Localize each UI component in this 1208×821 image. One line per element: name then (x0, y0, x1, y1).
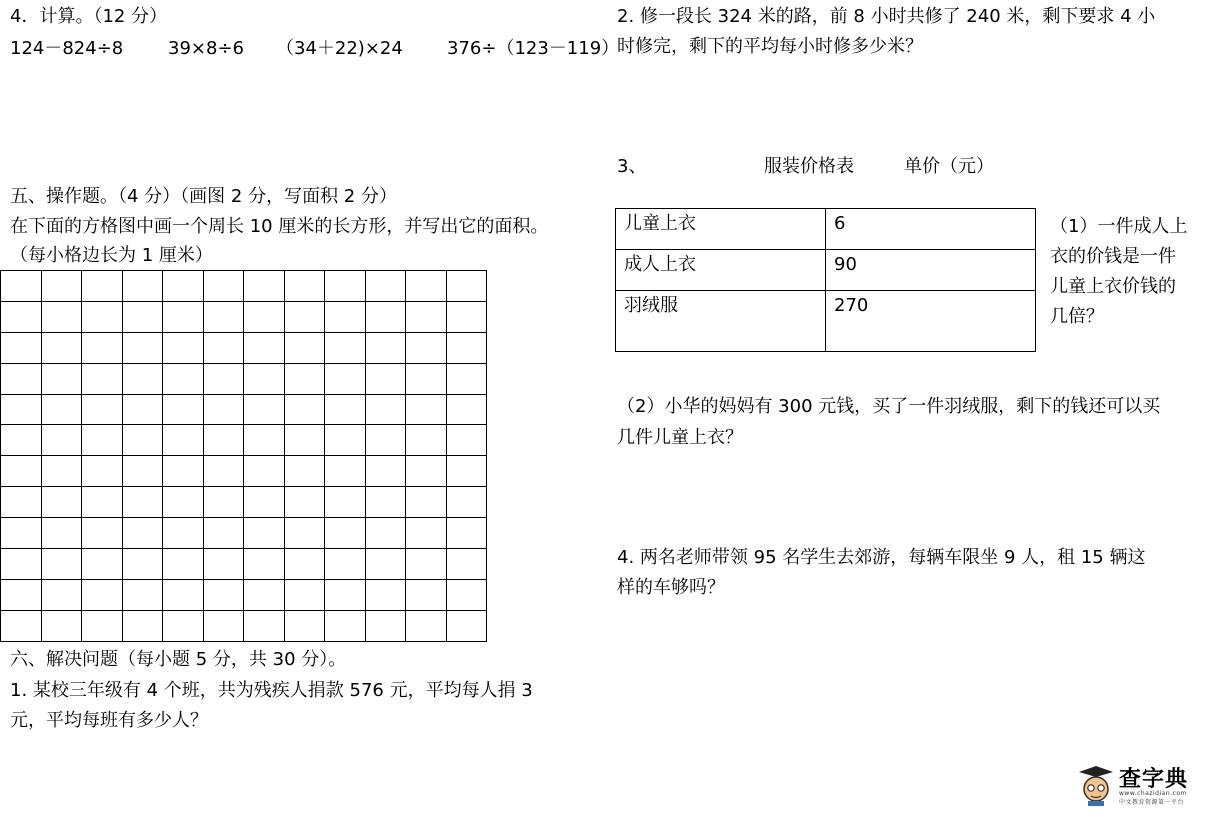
grid-cell[interactable] (82, 301, 123, 332)
grid-cell[interactable] (365, 518, 406, 549)
site-logo (1075, 760, 1195, 810)
grid-cell[interactable] (365, 301, 406, 332)
grid-cell[interactable] (325, 425, 366, 456)
grid-cell[interactable] (41, 332, 82, 363)
grid-cell[interactable] (244, 579, 285, 610)
grid-cell[interactable] (446, 271, 487, 302)
problem-3-q1-line4: 几倍？ (1050, 306, 1104, 327)
grid-cell[interactable] (284, 518, 325, 549)
table-cell-price: 6 (826, 209, 1036, 250)
grid-cell[interactable] (365, 425, 406, 456)
grid-cell[interactable] (1, 301, 42, 332)
mascot-icon (1079, 766, 1113, 806)
grid-cell[interactable] (82, 549, 123, 580)
grid-cell[interactable] (365, 610, 406, 641)
grid-cell[interactable] (244, 487, 285, 518)
grid-cell[interactable] (284, 394, 325, 425)
grid-cell[interactable] (163, 579, 204, 610)
grid-cell[interactable] (284, 425, 325, 456)
grid-cell[interactable] (122, 456, 163, 487)
grid-row (1, 579, 487, 610)
grid-cell[interactable] (203, 425, 244, 456)
grid-row (1, 301, 487, 332)
grid-cell[interactable] (325, 332, 366, 363)
grid-cell[interactable] (284, 456, 325, 487)
grid-cell[interactable] (163, 456, 204, 487)
table-cell-price: 90 (826, 250, 1036, 291)
calc-item-2: 39×8÷6 (168, 38, 244, 59)
grid-cell[interactable] (244, 332, 285, 363)
problem-1-line2: 元，平均每班有多少人？ (10, 710, 208, 731)
grid-cell[interactable] (41, 549, 82, 580)
grid-cell[interactable] (365, 579, 406, 610)
grid-cell[interactable] (41, 610, 82, 641)
grid-cell[interactable] (41, 271, 82, 302)
grid-cell[interactable] (122, 425, 163, 456)
section-5-instruction: 在下面的方格图中画一个周长 10 厘米的长方形，并写出它的面积。 (10, 216, 549, 237)
grid-cell[interactable] (406, 579, 447, 610)
grid-cell[interactable] (163, 610, 204, 641)
grid-cell[interactable] (244, 518, 285, 549)
grid-cell[interactable] (122, 271, 163, 302)
table-cell-item: 成人上衣 (616, 250, 826, 291)
problem-2-line2: 时修完，剩下的平均每小时修多少米？ (617, 36, 923, 57)
grid-cell[interactable] (244, 610, 285, 641)
calc-item-4: 376÷（123－119） (447, 38, 620, 59)
grid-cell[interactable] (1, 579, 42, 610)
problem-4-line1: 4. 两名老师带领 95 名学生去郊游，每辆车限坐 9 人，租 15 辆这 (617, 547, 1146, 568)
problem-3-q1-line3: 儿童上衣价钱的 (1050, 276, 1176, 297)
grid-cell[interactable] (325, 518, 366, 549)
grid-cell[interactable] (446, 394, 487, 425)
grid-cell[interactable] (325, 610, 366, 641)
grid-cell[interactable] (163, 425, 204, 456)
grid-cell[interactable] (325, 301, 366, 332)
section-6-title: 六、解决问题（每小题 5 分，共 30 分）。 (10, 649, 347, 670)
grid-cell[interactable] (122, 332, 163, 363)
calc-item-3: （34＋22)×24 (276, 38, 403, 59)
grid-cell[interactable] (406, 301, 447, 332)
grid-cell[interactable] (203, 394, 244, 425)
grid-cell[interactable] (163, 363, 204, 394)
grid-cell[interactable] (203, 301, 244, 332)
grid-cell[interactable] (1, 549, 42, 580)
grid-cell[interactable] (365, 487, 406, 518)
grid-cell[interactable] (446, 332, 487, 363)
grid-cell[interactable] (446, 487, 487, 518)
grid-cell[interactable] (365, 549, 406, 580)
grid-cell[interactable] (284, 487, 325, 518)
problem-3-q1-line1: （1）一件成人上 (1050, 216, 1188, 237)
problem-1-line1: 1. 某校三年级有 4 个班，共为残疾人捐款 576 元，平均每人捐 3 (10, 680, 533, 701)
grid-cell[interactable] (122, 549, 163, 580)
problem-3-q1-line2: 衣的价钱是一件 (1050, 246, 1176, 267)
grid-cell[interactable] (406, 425, 447, 456)
grid-cell[interactable] (284, 271, 325, 302)
grid-cell[interactable] (325, 394, 366, 425)
grid-cell[interactable] (41, 518, 82, 549)
grid-cell[interactable] (41, 301, 82, 332)
grid-cell[interactable] (122, 301, 163, 332)
grid-cell[interactable] (41, 456, 82, 487)
price-table-unit: 单价（元） (904, 156, 994, 177)
grid-cell[interactable] (163, 487, 204, 518)
grid-cell[interactable] (163, 549, 204, 580)
grid-cell[interactable] (122, 579, 163, 610)
grid-cell[interactable] (325, 487, 366, 518)
grid-cell[interactable] (325, 579, 366, 610)
grid-cell[interactable] (406, 271, 447, 302)
grid-cell[interactable] (203, 271, 244, 302)
grid-cell[interactable] (1, 425, 42, 456)
grid-cell[interactable] (365, 363, 406, 394)
grid-cell[interactable] (82, 487, 123, 518)
problem-4-line2: 样的车够吗？ (617, 577, 725, 598)
grid-cell[interactable] (365, 456, 406, 487)
grid-cell[interactable] (82, 518, 123, 549)
grid-cell[interactable] (82, 425, 123, 456)
grid-row (1, 332, 487, 363)
grid-cell[interactable] (122, 394, 163, 425)
grid-cell[interactable] (284, 549, 325, 580)
grid-cell[interactable] (41, 394, 82, 425)
logo-tagline: www.chazidian.com 中文教育资源第一平台 (1119, 790, 1187, 806)
grid-cell[interactable] (203, 487, 244, 518)
grid-cell[interactable] (446, 301, 487, 332)
grid-cell[interactable] (244, 301, 285, 332)
section-5-note: （每小格边长为 1 厘米） (10, 245, 213, 266)
grid-cell[interactable] (203, 518, 244, 549)
grid-row (1, 271, 487, 302)
grid-cell[interactable] (203, 579, 244, 610)
grid-cell[interactable] (1, 271, 42, 302)
grid-row (1, 549, 487, 580)
problem-3-q2-line1: （2）小华的妈妈有 300 元钱，买了一件羽绒服，剩下的钱还可以买 (617, 396, 1161, 417)
q4-title: 4．计算。（12 分） (10, 6, 168, 27)
grid-cell[interactable] (406, 456, 447, 487)
grid-cell[interactable] (41, 363, 82, 394)
grid-cell[interactable] (1, 394, 42, 425)
grid-cell[interactable] (325, 456, 366, 487)
grid-cell[interactable] (446, 363, 487, 394)
grid-cell[interactable] (41, 425, 82, 456)
grid-cell[interactable] (244, 271, 285, 302)
section-5-title: 五、操作题。（4 分）（画图 2 分，写面积 2 分） (10, 186, 397, 207)
grid-cell[interactable] (203, 456, 244, 487)
grid-cell[interactable] (244, 549, 285, 580)
logo-brand-text: 查字典 (1119, 767, 1189, 792)
grid-cell[interactable] (446, 610, 487, 641)
grid-cell[interactable] (325, 363, 366, 394)
grid-cell[interactable] (284, 363, 325, 394)
grid-row (1, 394, 487, 425)
grid-cell[interactable] (82, 332, 123, 363)
grid-row (1, 425, 487, 456)
grid-cell[interactable] (163, 301, 204, 332)
grid-cell[interactable] (244, 456, 285, 487)
grid-cell[interactable] (446, 456, 487, 487)
grid-row (1, 363, 487, 394)
grid-cell[interactable] (325, 549, 366, 580)
grid-cell[interactable] (406, 549, 447, 580)
grid-cell[interactable] (446, 518, 487, 549)
grid-cell[interactable] (406, 518, 447, 549)
grid-cell[interactable] (82, 456, 123, 487)
grid-cell[interactable] (203, 363, 244, 394)
price-table-title: 服装价格表 (764, 156, 854, 177)
grid-cell[interactable] (406, 363, 447, 394)
grid-row (1, 456, 487, 487)
grid-cell[interactable] (82, 579, 123, 610)
grid-cell[interactable] (203, 332, 244, 363)
grid-cell[interactable] (203, 549, 244, 580)
grid-cell[interactable] (446, 579, 487, 610)
grid-cell[interactable] (1, 610, 42, 641)
grid-row (1, 518, 487, 549)
problem-3-q2-line2: 几件儿童上衣？ (617, 427, 743, 448)
problem-3-label: 3、 (617, 156, 647, 177)
grid-row (1, 610, 487, 641)
grid-cell[interactable] (122, 610, 163, 641)
grid-cell[interactable] (1, 487, 42, 518)
table-cell-price: 270 (826, 291, 1036, 352)
grid-cell[interactable] (1, 363, 42, 394)
grid-cell[interactable] (365, 332, 406, 363)
grid-cell[interactable] (406, 394, 447, 425)
grid-cell[interactable] (122, 518, 163, 549)
grid-cell[interactable] (163, 394, 204, 425)
grid-cell[interactable] (406, 332, 447, 363)
grid-cell[interactable] (284, 301, 325, 332)
grid-cell[interactable] (41, 487, 82, 518)
table-row (616, 291, 1036, 352)
price-table (615, 208, 1036, 352)
grid-cell[interactable] (1, 456, 42, 487)
grid-cell[interactable] (82, 363, 123, 394)
table-cell-item: 羽绒服 (616, 291, 826, 352)
grid-cell[interactable] (1, 332, 42, 363)
grid-cell[interactable] (284, 579, 325, 610)
grid-cell[interactable] (406, 610, 447, 641)
grid-cell[interactable] (446, 425, 487, 456)
grid-cell[interactable] (325, 271, 366, 302)
grid-cell[interactable] (244, 363, 285, 394)
grid-cell[interactable] (203, 610, 244, 641)
table-row (616, 209, 1036, 250)
grid-cell[interactable] (82, 610, 123, 641)
grid-cell[interactable] (406, 487, 447, 518)
grid-cell[interactable] (365, 271, 406, 302)
grid-row (1, 487, 487, 518)
grid-cell[interactable] (244, 394, 285, 425)
grid-cell[interactable] (284, 332, 325, 363)
calc-item-1: 124－824÷8 (10, 38, 124, 59)
grid-cell[interactable] (122, 363, 163, 394)
grid-cell[interactable] (41, 579, 82, 610)
grid-cell[interactable] (122, 487, 163, 518)
grid-cell[interactable] (244, 425, 285, 456)
table-cell-item: 儿童上衣 (616, 209, 826, 250)
grid-cell[interactable] (82, 271, 123, 302)
grid-cell[interactable] (163, 518, 204, 549)
grid-cell[interactable] (163, 332, 204, 363)
grid-cell[interactable] (284, 610, 325, 641)
grid-cell[interactable] (365, 394, 406, 425)
problem-2-line1: 2. 修一段长 324 米的路，前 8 小时共修了 240 米，剩下要求 4 小 (617, 6, 1156, 27)
grid-cell[interactable] (82, 394, 123, 425)
grid-cell[interactable] (446, 549, 487, 580)
grid-cell[interactable] (163, 271, 204, 302)
square-grid[interactable] (0, 270, 487, 642)
table-row (616, 250, 1036, 291)
grid-cell[interactable] (1, 518, 42, 549)
